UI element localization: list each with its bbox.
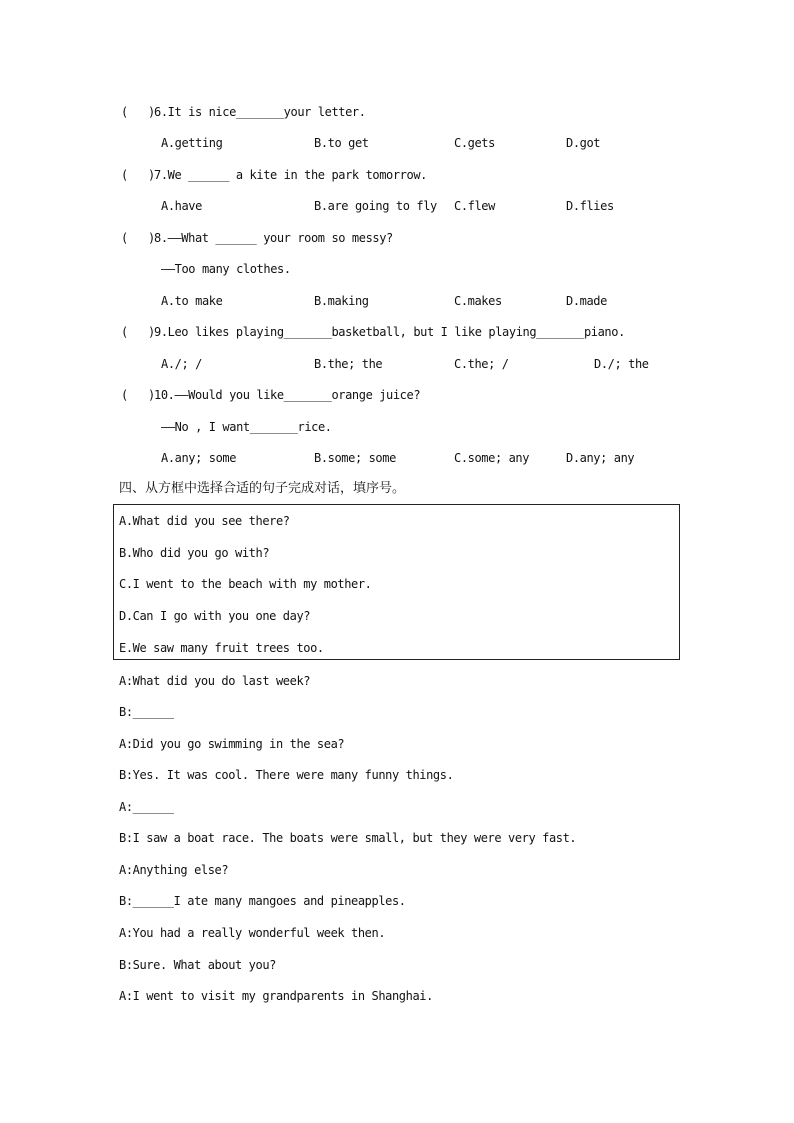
box-option-c: C.I went to the beach with my mother. bbox=[119, 577, 372, 591]
dialogue-line: B:I saw a boat race. The boats were small, but they were very fast. bbox=[119, 831, 577, 845]
option-c: C.some; any bbox=[454, 451, 530, 465]
dialogue-line: A:Did you go swimming in the sea? bbox=[119, 737, 345, 751]
dialogue-line: B:______ bbox=[119, 705, 174, 719]
dialogue-line: B:______I ate many mangoes and pineapples. bbox=[119, 894, 406, 908]
dialogue-line: A:Anything else? bbox=[119, 863, 229, 877]
dialogue-line: B:Yes. It was cool. There were many funny things. bbox=[119, 768, 454, 782]
option-c: C.gets bbox=[454, 136, 495, 150]
option-b: B.to get bbox=[314, 136, 369, 150]
dialogue-line: A:I went to visit my grandparents in Shanghai. bbox=[119, 989, 433, 1003]
box-option-a: A.What did you see there? bbox=[119, 514, 290, 528]
option-d: D.made bbox=[566, 294, 607, 308]
question-stem: 10.——Would you like_______orange juice? bbox=[154, 388, 421, 402]
question-stem: 8.——What ______ your room so messy? bbox=[154, 231, 393, 245]
dialogue-line: A:You had a really wonderful week then. bbox=[119, 926, 386, 940]
question-stem: 9.Leo likes playing_______basketball, but I like playing_______piano. bbox=[154, 325, 625, 339]
box-option-d: D.Can I go with you one day? bbox=[119, 609, 311, 623]
option-b: B.making bbox=[314, 294, 369, 308]
option-a: A.to make bbox=[161, 294, 223, 308]
answer-paren-close: ) bbox=[148, 231, 156, 245]
option-a: A.have bbox=[161, 199, 202, 213]
option-c: C.makes bbox=[454, 294, 502, 308]
answer-paren-close: ) bbox=[148, 388, 156, 402]
dialogue-line: A:______ bbox=[119, 800, 174, 814]
question-reply: ——No , I want_______rice. bbox=[161, 420, 332, 434]
answer-paren-open: ( bbox=[121, 168, 129, 182]
answer-paren-close: ) bbox=[148, 168, 156, 182]
option-d: D.any; any bbox=[566, 451, 635, 465]
answer-paren-close: ) bbox=[148, 105, 156, 119]
option-b: B.the; the bbox=[314, 357, 383, 371]
answer-paren-open: ( bbox=[121, 231, 129, 245]
option-a: A.any; some bbox=[161, 451, 237, 465]
option-a: A.getting bbox=[161, 136, 223, 150]
question-stem: 6.It is nice_______your letter. bbox=[154, 105, 366, 119]
option-b: B.are going to fly bbox=[314, 199, 437, 213]
box-option-e: E.We saw many fruit trees too. bbox=[119, 641, 324, 655]
option-d: D.got bbox=[566, 136, 601, 150]
section-heading: 四、从方框中选择合适的句子完成对话，填序号。 bbox=[119, 481, 406, 496]
dialogue-line: A:What did you do last week? bbox=[119, 674, 311, 688]
option-d: D./; the bbox=[594, 357, 649, 371]
option-b: B.some; some bbox=[314, 451, 396, 465]
answer-paren-open: ( bbox=[121, 105, 129, 119]
option-d: D.flies bbox=[566, 199, 614, 213]
box-option-b: B.Who did you go with? bbox=[119, 546, 270, 560]
question-stem: 7.We ______ a kite in the park tomorrow. bbox=[154, 168, 427, 182]
question-reply: ——Too many clothes. bbox=[161, 262, 291, 276]
option-a: A./; / bbox=[161, 357, 202, 371]
dialogue-line: B:Sure. What about you? bbox=[119, 958, 276, 972]
option-c: C.the; / bbox=[454, 357, 509, 371]
answer-paren-open: ( bbox=[121, 325, 129, 339]
option-c: C.flew bbox=[454, 199, 495, 213]
answer-paren-open: ( bbox=[121, 388, 129, 402]
answer-paren-close: ) bbox=[148, 325, 156, 339]
